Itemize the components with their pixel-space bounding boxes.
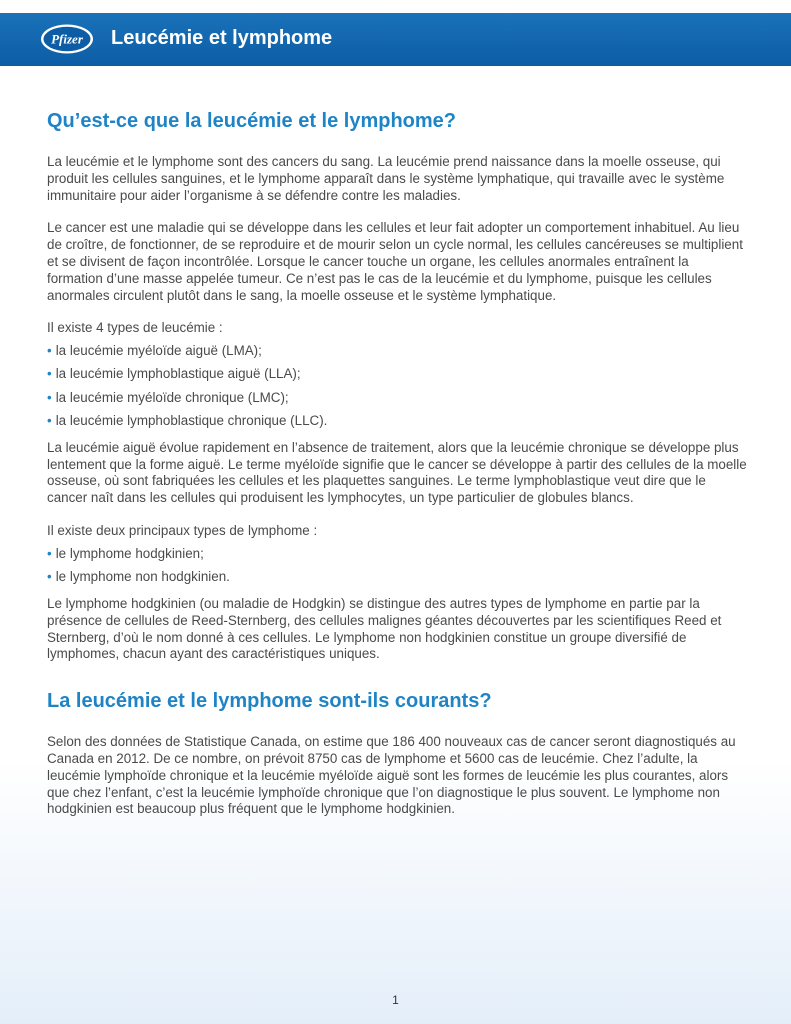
list-item: • la leucémie lymphoblastique aiguë (LLA); — [47, 366, 301, 382]
lymphoma-types-intro: Il existe deux principaux types de lymphome : — [47, 523, 318, 539]
list-item: • la leucémie myéloïde chronique (LMC); — [47, 389, 289, 405]
paragraph-hodgkin: Le lymphome hodgkinien (ou maladie de Hodgkin) se distingue des autres types de lymphome en partie par la présence de cellules de Reed-Sternberg, des cellules malignes géantes découvertes par les scientifiques Reed et Sternberg, d’où le nom donné à ces cellules. Le lymphome non hodgkinien constitue un groupe diversifié de lymphomes, chacun ayant des caractéristiques uniques. — [47, 595, 722, 662]
pfizer-logo — [40, 23, 94, 55]
header-bar — [0, 13, 791, 66]
bullet-icon: • — [47, 569, 52, 585]
section-heading-what-is: Qu’est-ce que la leucémie et le lymphome? — [47, 110, 457, 132]
header-title: Leucémie et lymphome — [111, 27, 333, 49]
lymphoma-types-list — [47, 546, 747, 586]
main-content — [47, 110, 747, 818]
svg-text:Pfizer: Pfizer — [51, 31, 83, 47]
paragraph-statistics: Selon des données de Statistique Canada, on estime que 186 400 nouveaux cas de cancer seront diagnostiqués au Canada en 2012. De ce nombre, on prévoit 8750 cas de lymphome et 5600 cas de leucémie. Chez l’adulte, la leucémie lymphoïde chronique et la leucémie myéloïde aiguë sont les formes de leucémie les plus courantes, alors que chez l’enfant, c’est la leucémie lymphoïde chronique que l’on diagnostique le plus souvent. Le lymphome non hodgkinien est beaucoup plus fréquent que le lymphome hodgkinien. — [47, 734, 736, 817]
bullet-icon: • — [47, 389, 52, 405]
section-heading-how-common: La leucémie et le lymphome sont-ils courants? — [47, 690, 492, 713]
page-number: 1 — [392, 993, 399, 1007]
bullet-icon: • — [47, 413, 52, 429]
leukemia-types-list — [47, 343, 747, 430]
list-item: • la leucémie myéloïde aiguë (LMA); — [47, 343, 262, 359]
bullet-icon: • — [47, 343, 52, 359]
bullet-icon: • — [47, 545, 52, 561]
bullet-icon: • — [47, 366, 52, 382]
paragraph-cancer-definition: Le cancer est une maladie qui se développe dans les cellules et leur fait adopter un comportement inhabituel. Au lieu de croître, de fonctionner, de se reproduire et de mourir selon un cycle normal, les cellules cancéreuses se multiplient et se divisent de façon incontrôlée. Lorsque le cancer touche un organe, les cellules anormales entraînent la formation d’une masse appelée tumeur. Ce n’est pas le cas de la leucémie et du lymphome, puisque les cellules anormales circulent plutôt dans le sang, la moelle osseuse et le système lymphatique. — [47, 220, 743, 303]
leukemia-types-intro: Il existe 4 types de leucémie : — [47, 320, 223, 336]
list-item: • le lymphome non hodgkinien. — [47, 569, 230, 585]
paragraph-intro: La leucémie et le lymphome sont des cancers du sang. La leucémie prend naissance dans la moelle osseuse, qui produit les cellules sanguines, et le lymphome apparaît dans le système lymphatique, qui travaille avec le système immunitaire pour aider l’organisme à se défendre contre les maladies. — [47, 154, 725, 203]
list-item: • le lymphome hodgkinien; — [47, 545, 204, 561]
list-item: • la leucémie lymphoblastique chronique (LLC). — [47, 413, 328, 429]
paragraph-acute-chronic: La leucémie aiguë évolue rapidement en l’absence de traitement, alors que la leucémie chronique se développe plus lentement que la forme aiguë. Le terme myéloïde signifie que le cancer se développe à partir des cellules de la moelle osseuse, où sont fabriquées les cellules et les plaquettes sanguines. Le terme lymphoblastique veut dire que le cancer naît dans les cellules qui produisent les lymphocytes, un type particulier de globules blancs. — [47, 439, 747, 506]
